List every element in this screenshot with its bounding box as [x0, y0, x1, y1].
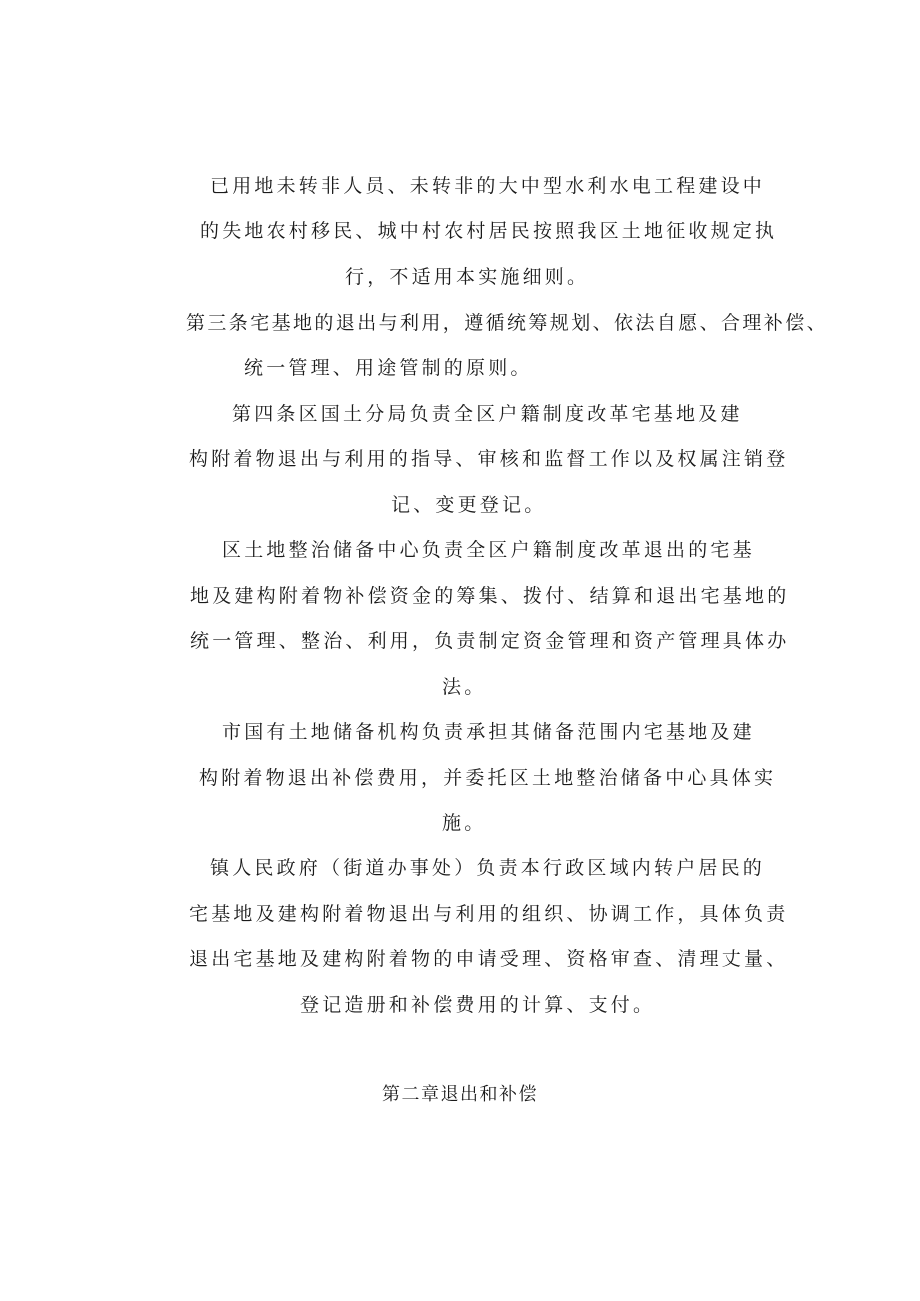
text-line: 统一管理、整治、利用，负责制定资金管理和资产管理具体办 — [190, 630, 790, 652]
text-line: 宅基地及建构附着物退出与利用的组织、协调工作，具体负责 — [189, 903, 789, 925]
text-line: 行，不适用本实施细则。 — [345, 266, 590, 288]
text-line: 统一管理、用途管制的原则。 — [244, 357, 533, 379]
text-line: 第四条区国土分局负责全区户籍制度改革宅基地及建 — [232, 403, 743, 425]
text-line: 区土地整治储备中心负责全区户籍制度改革退出的宅基 — [222, 539, 755, 561]
text-line: 市国有土地储备机构负责承担其储备范围内宅基地及建 — [222, 721, 755, 743]
chapter-heading: 第二章退出和补偿 — [382, 1084, 538, 1105]
text-line: 镇人民政府（街道办事处）负责本行政区域内转户居民的 — [210, 857, 766, 879]
text-line: 构附着物退出补偿费用，并委托区土地整治储备中心具体实 — [199, 767, 777, 789]
text-line: 施。 — [442, 812, 487, 834]
text-line: 地及建构附着物补偿资金的筹集、拨付、结算和退出宅基地的 — [190, 585, 790, 607]
text-line: 法。 — [442, 676, 487, 698]
text-line: 第三条宅基地的退出与利用，遵循统筹规划、依法自愿、合理补偿、 — [186, 312, 829, 334]
text-line: 记、变更登记。 — [391, 494, 547, 516]
text-line: 退出宅基地及建构附着物的申请受理、资格审查、清理丈量、 — [189, 948, 789, 970]
text-line: 登记造册和补偿费用的计算、支付。 — [300, 994, 656, 1016]
text-line: 构附着物退出与利用的指导、审核和监督工作以及权属注销登 — [189, 448, 789, 470]
text-line: 已用地未转非人员、未转非的大中型水利水电工程建设中 — [210, 175, 766, 197]
text-line: 的失地农村移民、城中村农村居民按照我区土地征收规定执 — [200, 220, 778, 242]
